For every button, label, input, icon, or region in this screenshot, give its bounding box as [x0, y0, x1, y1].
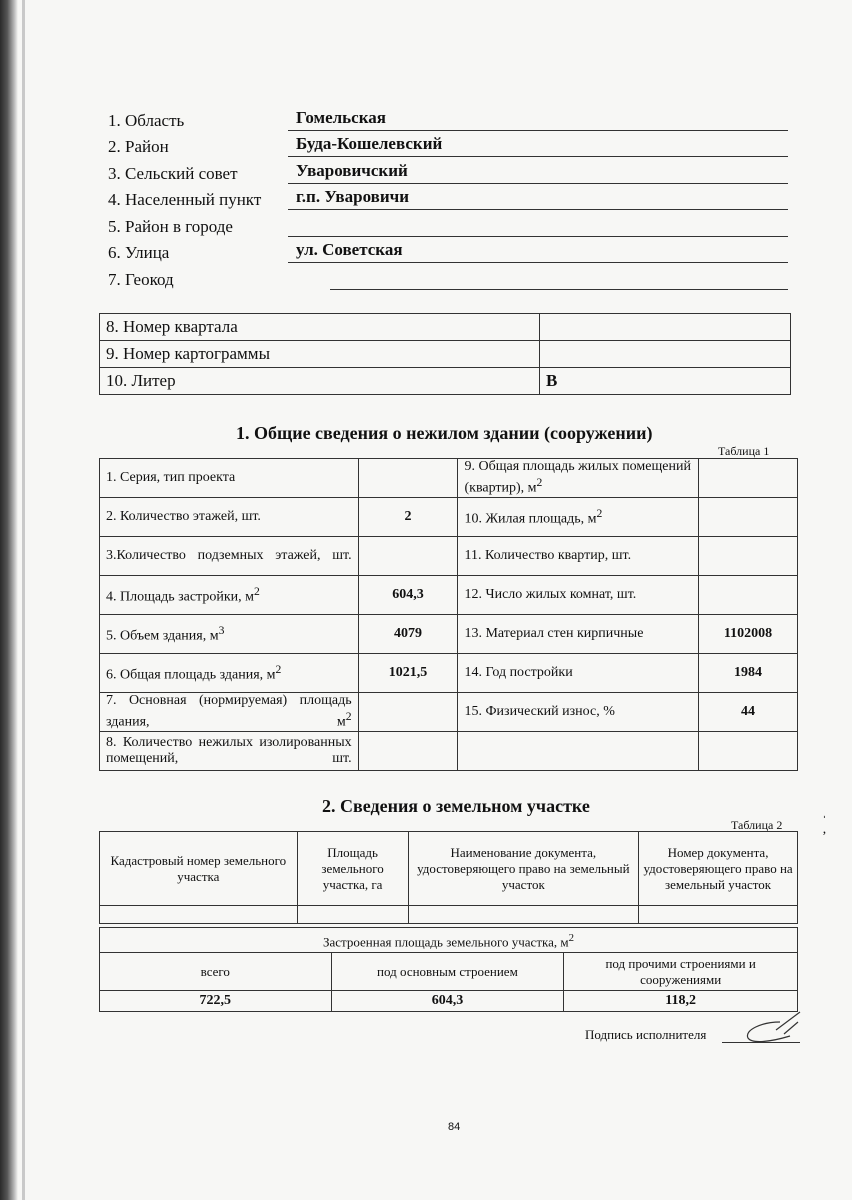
underline	[288, 209, 788, 210]
signature-mark-icon	[740, 1008, 802, 1048]
margin-mark: ˌ	[822, 804, 827, 819]
right-label-cell-text: 11. Количество квартир, шт.	[464, 548, 632, 563]
table-row	[100, 732, 798, 771]
left-label-cell	[100, 459, 359, 498]
table-1-label: Таблица 1	[718, 444, 770, 458]
table-header-row	[100, 953, 798, 991]
table-cell	[639, 906, 798, 924]
table-row	[100, 459, 798, 498]
right-value-cell	[699, 537, 798, 576]
right-label-cell	[458, 693, 699, 732]
field-label: 3. Сельский совет	[108, 164, 238, 183]
left-value-cell	[358, 615, 458, 654]
table-row	[100, 906, 798, 924]
field-label: 7. Геокод	[108, 270, 174, 289]
column-header: всего	[100, 953, 332, 991]
superscript: 2	[596, 507, 603, 521]
right-label-cell	[458, 615, 699, 654]
built-area-title: Застроенная площадь земельного участка, м	[322, 934, 569, 950]
section-2-title: 2. Сведения о земельном участке	[322, 796, 590, 816]
field-value: Гомельская	[296, 108, 386, 127]
left-label-cell-text: 6. Общая площадь здания, м	[106, 667, 276, 683]
table-row	[100, 341, 791, 368]
table-cell: 722,5	[100, 991, 332, 1012]
right-value-cell	[699, 498, 798, 537]
right-value-cell-text: 1984	[734, 665, 763, 680]
right-value-cell	[699, 732, 798, 771]
left-value-cell	[358, 537, 458, 576]
table-header-row	[100, 832, 798, 906]
underline	[288, 156, 788, 157]
cell-label: 9. Номер картограммы	[100, 341, 540, 368]
table-row	[100, 576, 798, 615]
field-label: 1. Область	[108, 111, 185, 130]
table-row	[100, 368, 791, 395]
table-2-label: Таблица 2	[731, 818, 783, 832]
right-label-cell	[458, 498, 699, 537]
left-label-cell-text: 8. Количество нежилых изолированных помещений, шт.	[106, 735, 352, 766]
address-row-rayon-gorod	[108, 213, 788, 239]
underline	[288, 183, 788, 184]
field-label: 6. Улица	[108, 243, 170, 262]
right-label-cell	[458, 576, 699, 615]
cell-value	[540, 341, 791, 368]
underline	[288, 262, 788, 263]
superscript: 2	[254, 585, 260, 599]
cell-label: 8. Номер квартала	[100, 314, 540, 341]
left-label-cell-text: 5. Объем здания, м	[106, 628, 219, 644]
address-row-geokod	[108, 266, 788, 292]
underline	[288, 236, 788, 237]
column-header: под прочими строениями и сооружениями	[564, 953, 798, 991]
table-cell	[297, 906, 408, 924]
right-label-cell	[458, 732, 699, 771]
field-value: ул. Советская	[296, 240, 403, 259]
built-area-title-cell	[100, 928, 798, 953]
column-header: Площадь земельного участка, га	[297, 832, 408, 906]
superscript: 2	[345, 710, 352, 724]
superscript: 3	[218, 624, 225, 638]
left-value-cell	[358, 576, 458, 615]
left-label-cell-text: 7. Основная (нормируемая) площадь здания, м	[106, 693, 352, 730]
left-label-cell	[100, 498, 359, 537]
superscript: 2	[275, 663, 282, 677]
column-header: под основным строением	[331, 953, 564, 991]
superscript: 2	[568, 932, 575, 944]
scan-edge-shadow	[0, 0, 18, 1200]
field-label: 2. Район	[108, 137, 169, 156]
right-label-cell-text: 13. Материал стен кирпичные	[464, 626, 644, 641]
underline	[330, 289, 788, 290]
page-number: 84	[448, 1121, 461, 1133]
field-label: 4. Населенный пункт	[108, 190, 262, 209]
left-label-cell-text: 2. Количество этажей, шт.	[106, 509, 261, 524]
left-label-cell	[100, 615, 359, 654]
table-row	[100, 654, 798, 693]
column-header: Кадастровый номер земельного участка	[100, 832, 298, 906]
right-label-cell-text: 9. Общая площадь жилых помещений (квартир), м	[464, 459, 691, 496]
left-label-cell	[100, 732, 359, 771]
underline	[288, 130, 788, 131]
table-row	[100, 928, 798, 953]
left-value-cell	[358, 732, 458, 771]
right-label-cell-text: 10. Жилая площадь, м	[464, 511, 597, 527]
left-value-cell	[358, 459, 458, 498]
right-value-cell	[699, 576, 798, 615]
right-value-cell	[699, 693, 798, 732]
margin-mark: ‚	[822, 822, 827, 837]
table-cell: 118,2	[564, 991, 798, 1012]
left-value-cell-text: 2	[404, 509, 412, 524]
left-value-cell	[358, 693, 458, 732]
building-info-table	[99, 458, 798, 771]
table-row	[100, 314, 791, 341]
left-label-cell-text: 1. Серия, тип проекта	[106, 470, 236, 485]
address-row-rayon	[108, 133, 788, 159]
left-value-cell-text: 4079	[394, 626, 423, 641]
cell-value: В	[540, 368, 791, 395]
left-label-cell	[100, 576, 359, 615]
table-row	[100, 498, 798, 537]
left-label-cell	[100, 654, 359, 693]
table-cell: 604,3	[331, 991, 564, 1012]
address-row-punkt	[108, 186, 788, 212]
left-value-cell	[358, 654, 458, 693]
built-area-table	[99, 927, 798, 1012]
right-label-cell	[458, 654, 699, 693]
table-row	[100, 693, 798, 732]
left-value-cell	[358, 498, 458, 537]
right-value-cell	[699, 459, 798, 498]
table-row	[100, 615, 798, 654]
right-value-cell-text: 1102008	[723, 626, 773, 641]
table-cell	[408, 906, 639, 924]
right-value-cell-text: 44	[741, 704, 756, 719]
right-label-cell-text: 15. Физический износ, %	[464, 704, 615, 719]
field-value: Буда-Кошелевский	[296, 134, 443, 153]
superscript: 2	[536, 476, 543, 490]
field-value: г.п. Уваровичи	[296, 187, 409, 206]
signature-label: Подпись исполнителя	[585, 1027, 707, 1042]
right-label-cell	[458, 537, 699, 576]
cell-label: 10. Литер	[100, 368, 540, 395]
right-value-cell	[699, 654, 798, 693]
address-row-selsovet	[108, 160, 788, 186]
table-cell	[100, 906, 298, 924]
column-header: Наименование документа, удостоверяющего право на земельный участок	[408, 832, 639, 906]
table-row	[100, 991, 798, 1012]
right-label-cell-text: 12. Число жилых комнат, шт.	[464, 587, 637, 602]
ident-table	[99, 313, 791, 395]
left-value-cell-text: 1021,5	[388, 665, 428, 680]
left-label-cell	[100, 537, 359, 576]
left-label-cell-text: 3.Количество подземных этажей, шт.	[106, 548, 352, 563]
left-value-cell-text: 604,3	[392, 587, 424, 602]
left-label-cell	[100, 693, 359, 732]
column-header: Номер документа, удостоверяющего право на земельный участок	[639, 832, 798, 906]
right-label-cell-text: 14. Год постройки	[464, 665, 573, 680]
address-row-ulica	[108, 239, 788, 265]
section-1-title: 1. Общие сведения о нежилом здании (сооружении)	[236, 423, 653, 443]
address-row-oblast	[108, 107, 788, 133]
right-label-cell	[458, 459, 699, 498]
land-plot-table	[99, 831, 798, 924]
scan-edge-line	[22, 0, 25, 1200]
table-row	[100, 537, 798, 576]
field-value: Уваровичский	[296, 161, 408, 180]
left-label-cell-text: 4. Площадь застройки, м	[106, 589, 254, 605]
right-value-cell	[699, 615, 798, 654]
cell-value	[540, 314, 791, 341]
field-label: 5. Район в городе	[108, 217, 233, 236]
